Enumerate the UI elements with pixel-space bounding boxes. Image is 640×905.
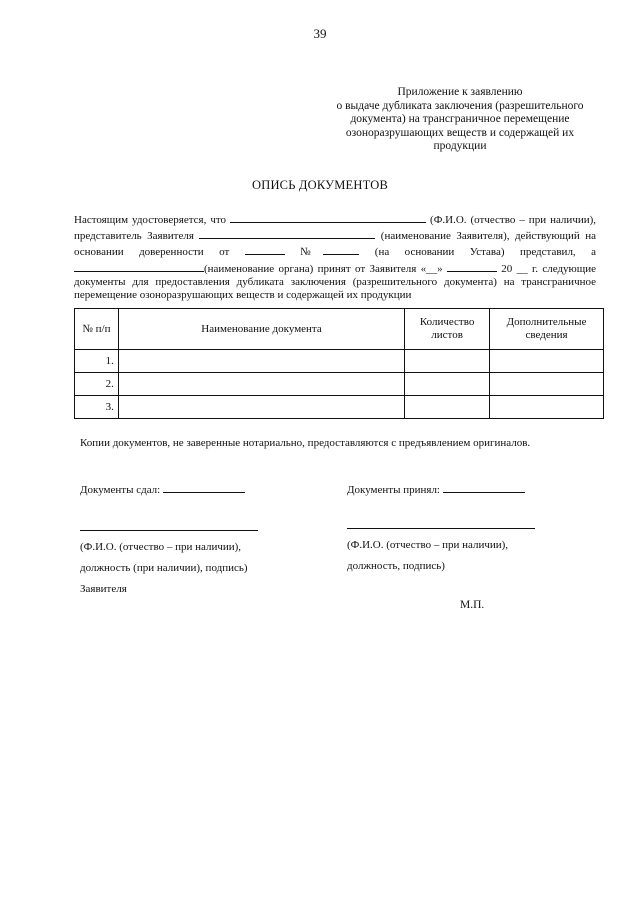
caption-line: должность, подпись) <box>347 560 445 572</box>
document-name-cell[interactable] <box>118 396 404 419</box>
body-text-segment: следующие документы для предоставления дубликата заключения (разрешительного документа) на трансграничное перемещение озоноразрушающих веществ и содержащей их продукции <box>74 262 597 302</box>
body-text-segment: Настоящим удостоверяется, что <box>74 214 227 226</box>
stamp-place-label: М.П. <box>460 599 485 611</box>
column-header-sheet-count: Количество листов <box>405 309 490 350</box>
caption-line: (Ф.И.О. (отчество – при наличии), <box>347 539 509 551</box>
body-text-segment: (наименование Заявителя), действующий на основании доверенности от <box>74 230 596 259</box>
caption-line: (Ф.И.О. (отчество – при наличии), <box>80 541 242 553</box>
appendix-line: документа) на трансграничное перемещение <box>350 113 570 125</box>
column-header-document-name: Наименование документа <box>118 309 404 350</box>
official-signature-line[interactable] <box>347 528 535 529</box>
handed-over-label: Документы сдал: <box>80 484 161 496</box>
power-of-attorney-number-field[interactable] <box>323 243 359 255</box>
accepted-signature-field[interactable] <box>443 481 525 493</box>
body-text-segment: (Ф.И.О. (отчество – при наличии), представитель Заявителя <box>74 214 597 243</box>
certification-paragraph <box>74 211 596 302</box>
applicant-representative-field[interactable] <box>199 227 375 239</box>
accepted-label: Документы принял: <box>347 484 440 496</box>
body-text-segment: 20 __ г. <box>501 262 538 275</box>
column-header-number: № п/п <box>75 309 119 350</box>
additional-info-cell[interactable] <box>490 373 604 396</box>
appendix-header <box>300 86 620 154</box>
authority-name-field[interactable] <box>74 260 204 272</box>
table-row <box>75 373 604 396</box>
acceptance-month-field[interactable] <box>447 260 497 272</box>
sheet-count-cell[interactable] <box>405 396 490 419</box>
caption-line: Заявителя <box>80 583 127 595</box>
document-name-cell[interactable] <box>118 373 404 396</box>
power-of-attorney-date-field[interactable] <box>245 243 285 255</box>
additional-info-cell[interactable] <box>490 396 604 419</box>
appendix-line: Приложение к заявлению <box>397 86 523 98</box>
applicant-signature-line[interactable] <box>80 530 258 531</box>
sheet-count-cell[interactable] <box>405 350 490 373</box>
applicant-name-field[interactable] <box>230 211 426 223</box>
additional-info-cell[interactable] <box>490 350 604 373</box>
row-number-cell: 1. <box>75 350 119 373</box>
row-number-cell: 3. <box>75 396 119 419</box>
body-text-segment: (наименование органа) принят от Заявителя «__» <box>204 262 443 275</box>
appendix-line: продукции <box>433 140 487 152</box>
body-text-segment: № <box>300 246 324 259</box>
table-header-row <box>75 309 604 350</box>
handed-over-block <box>80 481 245 496</box>
column-header-additional-info: Дополнительные сведения <box>490 309 604 350</box>
copies-note: Копии документов, не заверенные нотариально, предоставляются с предъявлением оригиналов. <box>80 437 531 449</box>
document-title: ОПИСЬ ДОКУМЕНТОВ <box>251 178 389 192</box>
table-row <box>75 350 604 373</box>
document-name-cell[interactable] <box>118 350 404 373</box>
official-signature-caption <box>347 535 508 577</box>
appendix-line: о выдаче дубликата заключения (разрешительного <box>336 99 584 112</box>
appendix-line: озоноразрушающих веществ и содержащей их <box>345 126 575 139</box>
applicant-signature-caption <box>80 537 248 600</box>
sheet-count-cell[interactable] <box>405 373 490 396</box>
caption-line: должность (при наличии), подпись) <box>80 562 248 574</box>
accepted-block <box>347 481 525 496</box>
handed-over-signature-field[interactable] <box>163 481 245 493</box>
body-text-segment: (на основании Устава) представил, а <box>374 246 597 259</box>
row-number-cell: 2. <box>75 373 119 396</box>
page-number: 39 <box>313 26 327 41</box>
table-row <box>75 396 604 419</box>
documents-table <box>74 308 604 419</box>
